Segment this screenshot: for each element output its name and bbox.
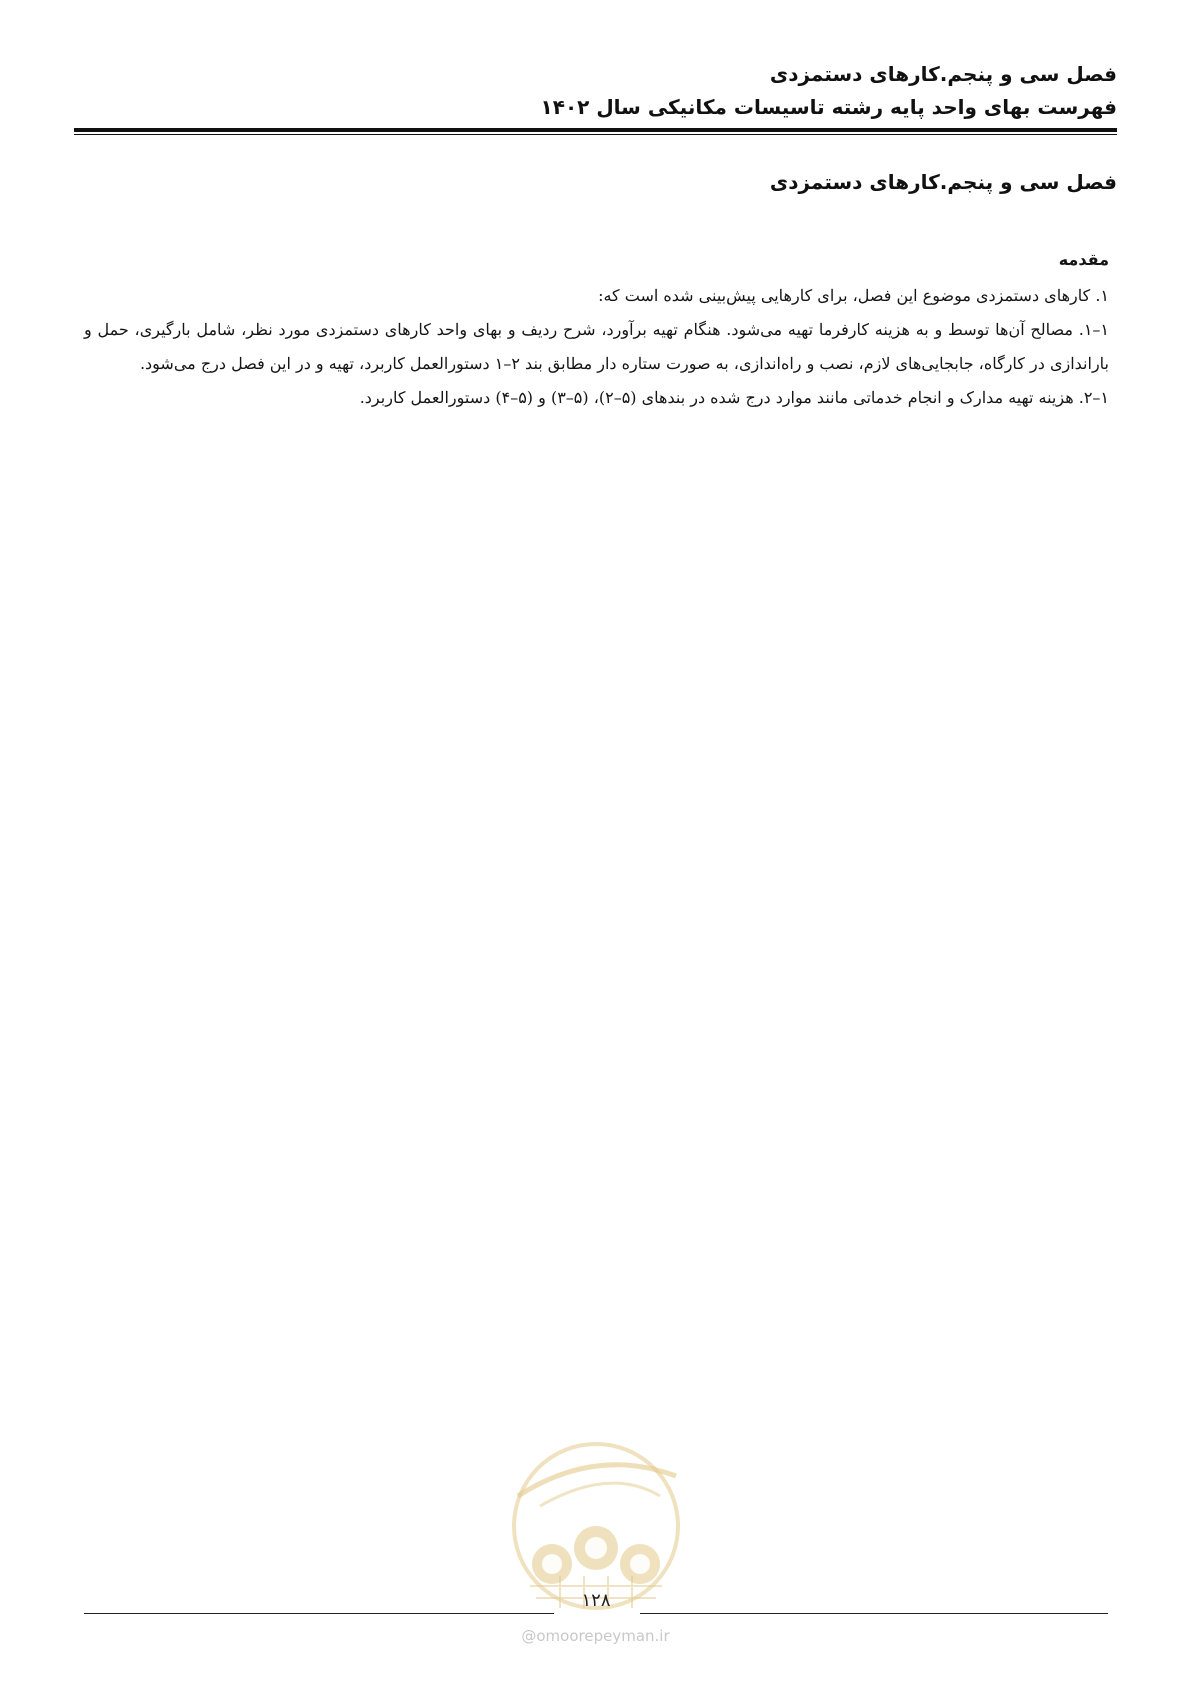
page-number: ۱۲۸	[581, 1590, 611, 1611]
footer-rule-left	[84, 1613, 554, 1614]
paragraph-1-1: ۱–۱. مصالح آن‌ها توسط و به هزینه کارفرما تهیه می‌شود. هنگام تهیه برآورد، شرح ردیف و بهای واحد کارهای دستمزدی مورد نظر، شامل بارگیری، حمل و باراندازی در کارگاه، جابجایی‌های لازم، نصب و راه‌اندازی، به صورت ستاره دار مطابق بند ۲–۱ دستورالعمل کاربرد، تهیه و در این فصل درج می‌شود.	[84, 320, 1109, 373]
running-header	[74, 58, 1117, 124]
paragraph-1: ۱. کارهای دستمزدی موضوع این فصل، برای کارهایی پیش‌بینی شده است که:	[598, 286, 1109, 305]
chapter-body	[84, 243, 1109, 415]
header-chapter-line: فصل سی و پنجم.کارهای دستمزدی	[769, 62, 1117, 86]
watermark-logo	[500, 1436, 692, 1616]
footer-rule-right	[640, 1613, 1108, 1614]
watermark-url: @omoorepeyman.ir	[521, 1627, 670, 1645]
header-price-list-line: فهرست بهای واحد پایه رشته تاسیسات مکانیکی سال ۱۴۰۲	[540, 95, 1117, 119]
paragraph-1-2: ۱–۲. هزینه تهیه مدارک و انجام خدماتی مانند موارد درج شده در بندهای (۵–۲)، (۵–۳) و (۵–۴) دستورالعمل کاربرد.	[359, 388, 1109, 407]
header-double-rule	[74, 128, 1117, 135]
chapter-title: فصل سی و پنجم.کارهای دستمزدی	[769, 170, 1117, 194]
section-heading-introduction: مقدمه	[1058, 250, 1109, 269]
